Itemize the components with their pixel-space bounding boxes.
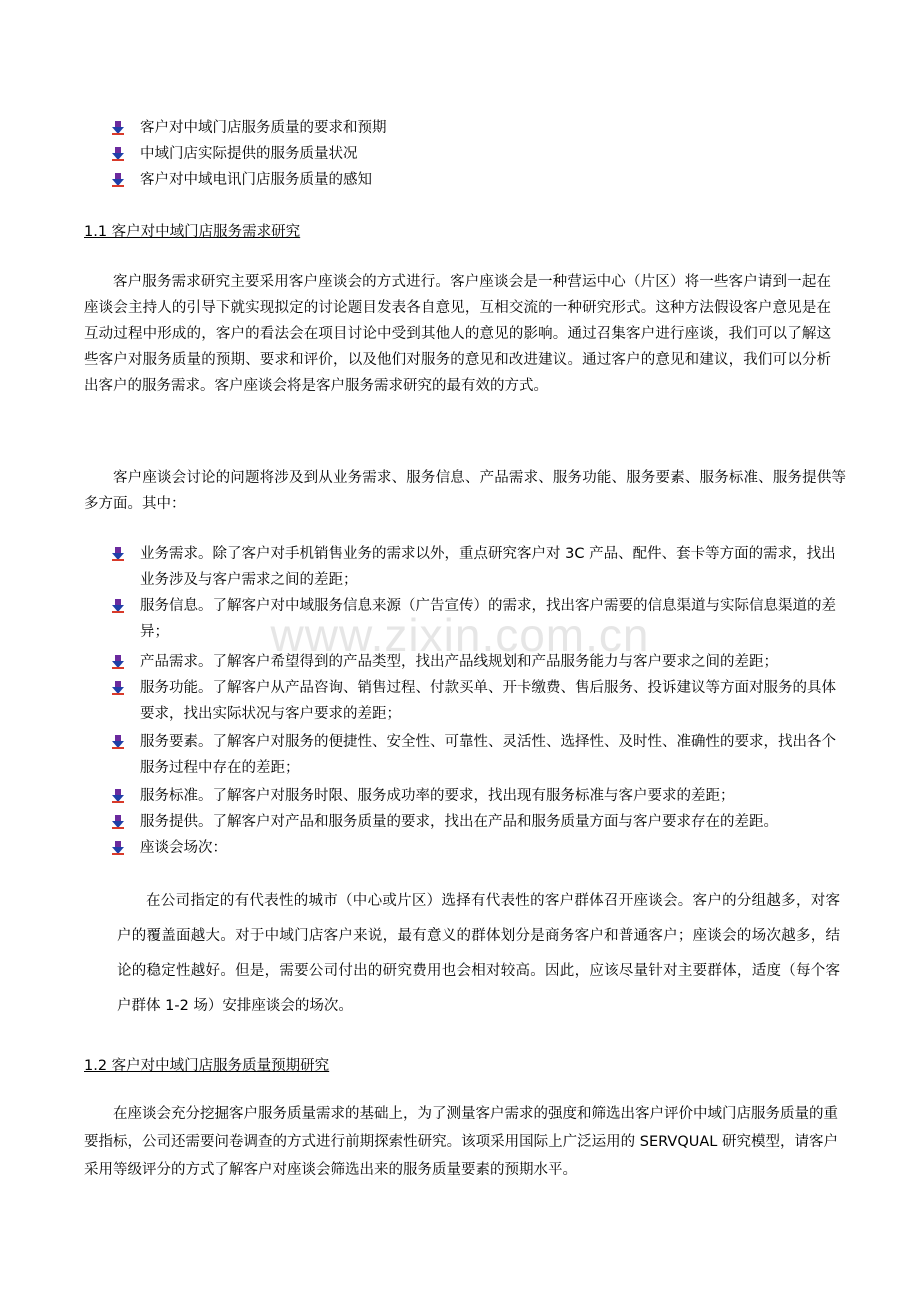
bullet-text: 服务标准。了解客户对服务时限、服务成功率的要求，找出现有服务标准与客户要求的差距； [140, 788, 735, 804]
bullet-text: 服务信息。了解客户对中域服务信息来源（广告宣传）的需求，找出客户需要的信息渠道与实际信息渠道的差异； [140, 598, 836, 640]
bullet-text: 客户对中域门店服务质量的要求和预期 [140, 120, 387, 136]
list-item [112, 167, 842, 193]
bullet-arrow-icon [112, 173, 124, 187]
bullet-arrow-icon [112, 121, 124, 135]
list-item [112, 541, 842, 593]
bullet-text: 客户对中域电讯门店服务质量的感知 [140, 172, 372, 188]
paragraph: 客户座谈会讨论的问题将涉及到从业务需求、服务信息、产品需求、服务功能、服务要素、服务标准、服务提供等多方面。其中： [84, 470, 846, 512]
bullet-text: 座谈会场次： [140, 840, 227, 856]
bullet-arrow-icon [112, 815, 124, 829]
bullet-text: 中域门店实际提供的服务质量状况 [140, 146, 358, 162]
watermark: www.zixin.com.cn [270, 609, 650, 661]
bullet-text: 服务要素。了解客户对服务的便捷性、安全性、可靠性、灵活性、选择性、及时性、准确性的要求，找出各个服务过程中存在的差距； [140, 734, 836, 776]
bullet-arrow-icon [112, 547, 124, 561]
section-heading: 1.2 客户对中域门店服务质量预期研究 [84, 1058, 330, 1074]
bullet-text: 服务功能。了解客户从产品咨询、销售过程、付款买单、开卡缴费、售后服务、投诉建议等方面对服务的具体要求，找出实际状况与客户要求的差距； [140, 680, 836, 722]
list-item [112, 141, 842, 167]
list-item [112, 729, 842, 781]
bullet-arrow-icon [112, 655, 124, 669]
bullet-text: 业务需求。除了客户对手机销售业务的需求以外，重点研究客户对 3C 产品、配件、套卡等方面的需求，找出业务涉及与客户需求之间的差距； [140, 546, 836, 588]
bullet-arrow-icon [112, 681, 124, 695]
bullet-arrow-icon [112, 841, 124, 855]
bullet-arrow-icon [112, 789, 124, 803]
paragraph: 客户服务需求研究主要采用客户座谈会的方式进行。客户座谈会是一种营运中心（片区）将一些客户请到一起在座谈会主持人的引导下就实现拟定的讨论题目发表各自意见，互相交流的一种研究形式。这种方法假设客户意见是在互动过程中形成的，客户的看法会在项目讨论中受到其他人的意见的影响。通过召集客户进行座谈，我们可以了解这些客户对服务质量的预期、要求和评价，以及他们对服务的意见和改进建议。通过客户的意见和建议，我们可以分析出客户的服务需求。客户座谈会将是客户服务需求研究的最有效的方式。 [84, 274, 831, 394]
paragraph: 在公司指定的有代表性的城市（中心或片区）选择有代表性的客户群体召开座谈会。客户的分组越多，对客户的覆盖面越大。对于中域门店客户来说，最有意义的群体划分是商务客户和普通客户；座谈会的场次越多，结论的稳定性越好。但是，需要公司付出的研究费用也会相对较高。因此，应该尽量针对主要群体，适度（每个客户群体 1-2 场）安排座谈会的场次。 [117, 893, 840, 1014]
bullet-arrow-icon [112, 147, 124, 161]
bullet-text: 服务提供。了解客户对产品和服务质量的要求，找出在产品和服务质量方面与客户要求存在的差距。 [140, 814, 778, 830]
bullet-text: 产品需求。了解客户希望得到的产品类型，找出产品线规划和产品服务能力与客户要求之间的差距； [140, 654, 778, 670]
list-item [112, 783, 842, 809]
list-item [112, 593, 842, 645]
list-item [112, 809, 842, 835]
list-item [112, 649, 842, 675]
bullet-arrow-icon [112, 735, 124, 749]
list-item [112, 675, 842, 727]
list-item [112, 835, 842, 861]
section-heading: 1.1 客户对中域门店服务需求研究 [84, 224, 301, 240]
list-item [112, 115, 842, 141]
bullet-arrow-icon [112, 599, 124, 613]
paragraph: 在座谈会充分挖掘客户服务质量需求的基础上，为了测量客户需求的强度和筛选出客户评价中域门店服务质量的重要指标，公司还需要问卷调查的方式进行前期探索性研究。该项采用国际上广泛运用的 SERVQUAL 研究模型，请客户采用等级评分的方式了解客户对座谈会筛选出来的服务质量要素的预期水平。 [84, 1106, 838, 1178]
